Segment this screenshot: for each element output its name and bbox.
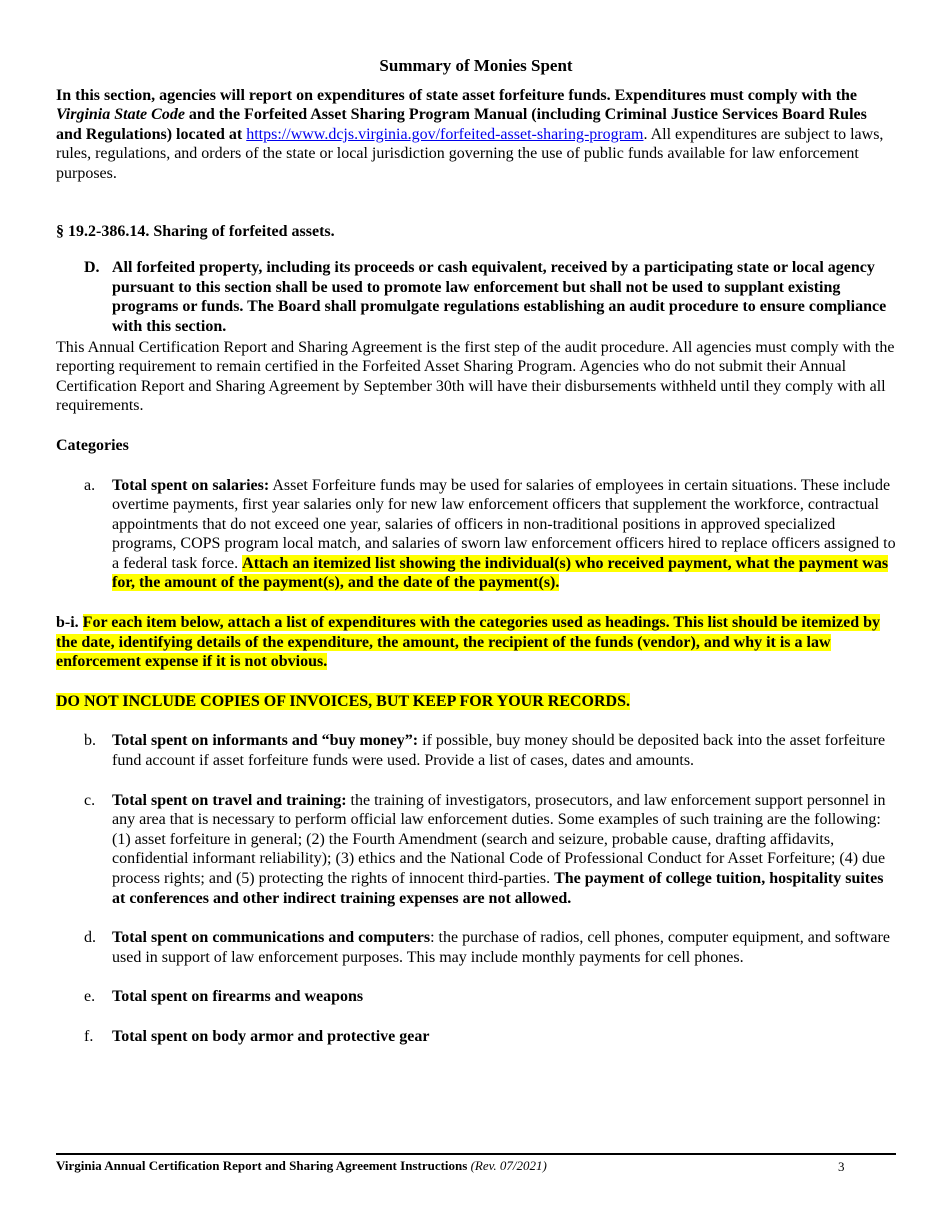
no-invoices-text: DO NOT INCLUDE COPIES OF INVOICES, BUT KEEP FOR YOUR RECORDS. bbox=[56, 692, 630, 710]
statute-d-text: All forfeited property, including its proceeds or cash equivalent, received by a participating state or local agency pursuant to this section shall be used to promote law enforcement but shall not be used to supplant existing programs or funds. The Board shall promulgate regulations establishing an audit procedure to ensure compliance with this section. bbox=[112, 259, 887, 335]
statute-heading: § 19.2-386.14. Sharing of forfeited assets. bbox=[56, 222, 335, 240]
item-b-marker: b. bbox=[84, 732, 96, 750]
statute-item-d bbox=[56, 258, 896, 336]
item-c-label: Total spent on travel and training: bbox=[112, 791, 347, 809]
item-e-label: Total spent on firearms and weapons bbox=[112, 988, 364, 1006]
item-e-marker: e. bbox=[84, 988, 96, 1006]
intro-rest: . All expenditures are subject to laws, rules, regulations, and orders of the state or local jurisdiction governing the use of public funds available for law enforcement purposes. bbox=[56, 125, 884, 182]
annual-paragraph: This Annual Certification Report and Sharing Agreement is the first step of the audit procedure. All agencies must comply with the reporting requirement to remain certified in the Forfeited Asset Sharing Program. Agencies who do not submit their Annual Certification Report and Sharing Agreement by September 30th will have their disbursements withheld until they comply with all requirements. bbox=[56, 338, 895, 415]
page-title: Summary of Monies Spent bbox=[379, 56, 573, 75]
bi-note bbox=[56, 613, 896, 672]
footer-title: Virginia Annual Certification Report and Sharing Agreement Instructions bbox=[56, 1158, 468, 1173]
item-a-highlight: Attach an itemized list showing the individual(s) who received payment, what the payment was for, the amount of the payment(s), and the date of the payment(s). bbox=[112, 554, 889, 592]
intro-bold-1: In this section, agencies will report on expenditures of state asset forfeiture funds. Expenditures must comply with the bbox=[56, 86, 858, 104]
category-item-c bbox=[56, 791, 896, 909]
program-link[interactable]: https://www.dcjs.virginia.gov/forfeited-asset-sharing-program bbox=[246, 125, 644, 143]
intro-code-italic: Virginia State Code bbox=[56, 106, 185, 124]
bi-highlight: For each item below, attach a list of expenditures with the categories used as headings. This list should be itemized by the date, identifying details of the expenditure, the amount, the recipient of the funds (vendor), and why it is a law enforcement expense if it is not obvious. bbox=[56, 614, 881, 671]
document-page bbox=[56, 56, 896, 1067]
intro-paragraph bbox=[56, 86, 896, 184]
footer-revision: (Rev. 07/2021) bbox=[470, 1158, 547, 1173]
category-item-e bbox=[56, 987, 896, 1007]
item-b-text: if possible, buy money should be deposited back into the asset forfeiture fund account if asset forfeiture funds were used. Provide a list of cases, dates and amounts. bbox=[112, 732, 886, 770]
category-item-b bbox=[56, 731, 896, 770]
item-d-marker: d. bbox=[84, 929, 96, 947]
item-f-label: Total spent on body armor and protective gear bbox=[112, 1027, 430, 1045]
item-d-label: Total spent on communications and computers bbox=[112, 929, 431, 947]
item-a-label: Total spent on salaries: bbox=[112, 476, 270, 494]
categories-heading: Categories bbox=[56, 436, 129, 454]
intro-bold-2: and the Forfeited Asset Sharing Program Manual (including Criminal Justice Services Board Rules and Regulations) located at bbox=[56, 106, 867, 143]
statute-d-marker: D. bbox=[84, 259, 100, 277]
item-f-marker: f. bbox=[84, 1027, 94, 1045]
category-item-d bbox=[56, 928, 896, 967]
category-item-a bbox=[56, 476, 896, 594]
item-c-marker: c. bbox=[84, 791, 96, 809]
item-b-label: Total spent on informants and “buy money”: bbox=[112, 732, 419, 750]
item-a-text: Asset Forfeiture funds may be used for salaries of employees in certain situations. These include overtime payments, first year salaries only for new law enforcement officers that supplement the workforce, contractual appointments that do not exceed one year, salaries of officers in non-traditional positions in approved specialized programs, COPS program local match, and salaries of sworn law enforcement officers hired to replace officers assigned to a federal task force. bbox=[112, 476, 896, 572]
bi-label: b-i. bbox=[56, 614, 79, 632]
item-c-bold-tail: The payment of college tuition, hospitality suites at conferences and other indirect training expenses are not allowed. bbox=[112, 870, 884, 907]
page-footer bbox=[56, 1153, 896, 1174]
page-number: 3 bbox=[838, 1159, 845, 1174]
item-d-text: : the purchase of radios, cell phones, computer equipment, and software used in support of law enforcement purposes. This may include monthly payments for cell phones. bbox=[112, 929, 890, 966]
item-c-text: the training of investigators, prosecutors, and law enforcement support personnel in any area that is necessary to perform official law enforcement duties. Some examples of such training are the following: (1) asset forfeiture in general; (2) the Fourth Amendment (search and seizure, probable cause, drafting affidavits, confidential informant reliability); (3) ethics and the National Code of Professional Conduct for Asset Forfeiture; (4) due process rights; and (5) protecting the rights of innocent third-parties. bbox=[112, 791, 886, 887]
item-a-marker: a. bbox=[84, 476, 96, 494]
category-item-f bbox=[56, 1027, 896, 1047]
no-invoices-note bbox=[56, 692, 896, 712]
